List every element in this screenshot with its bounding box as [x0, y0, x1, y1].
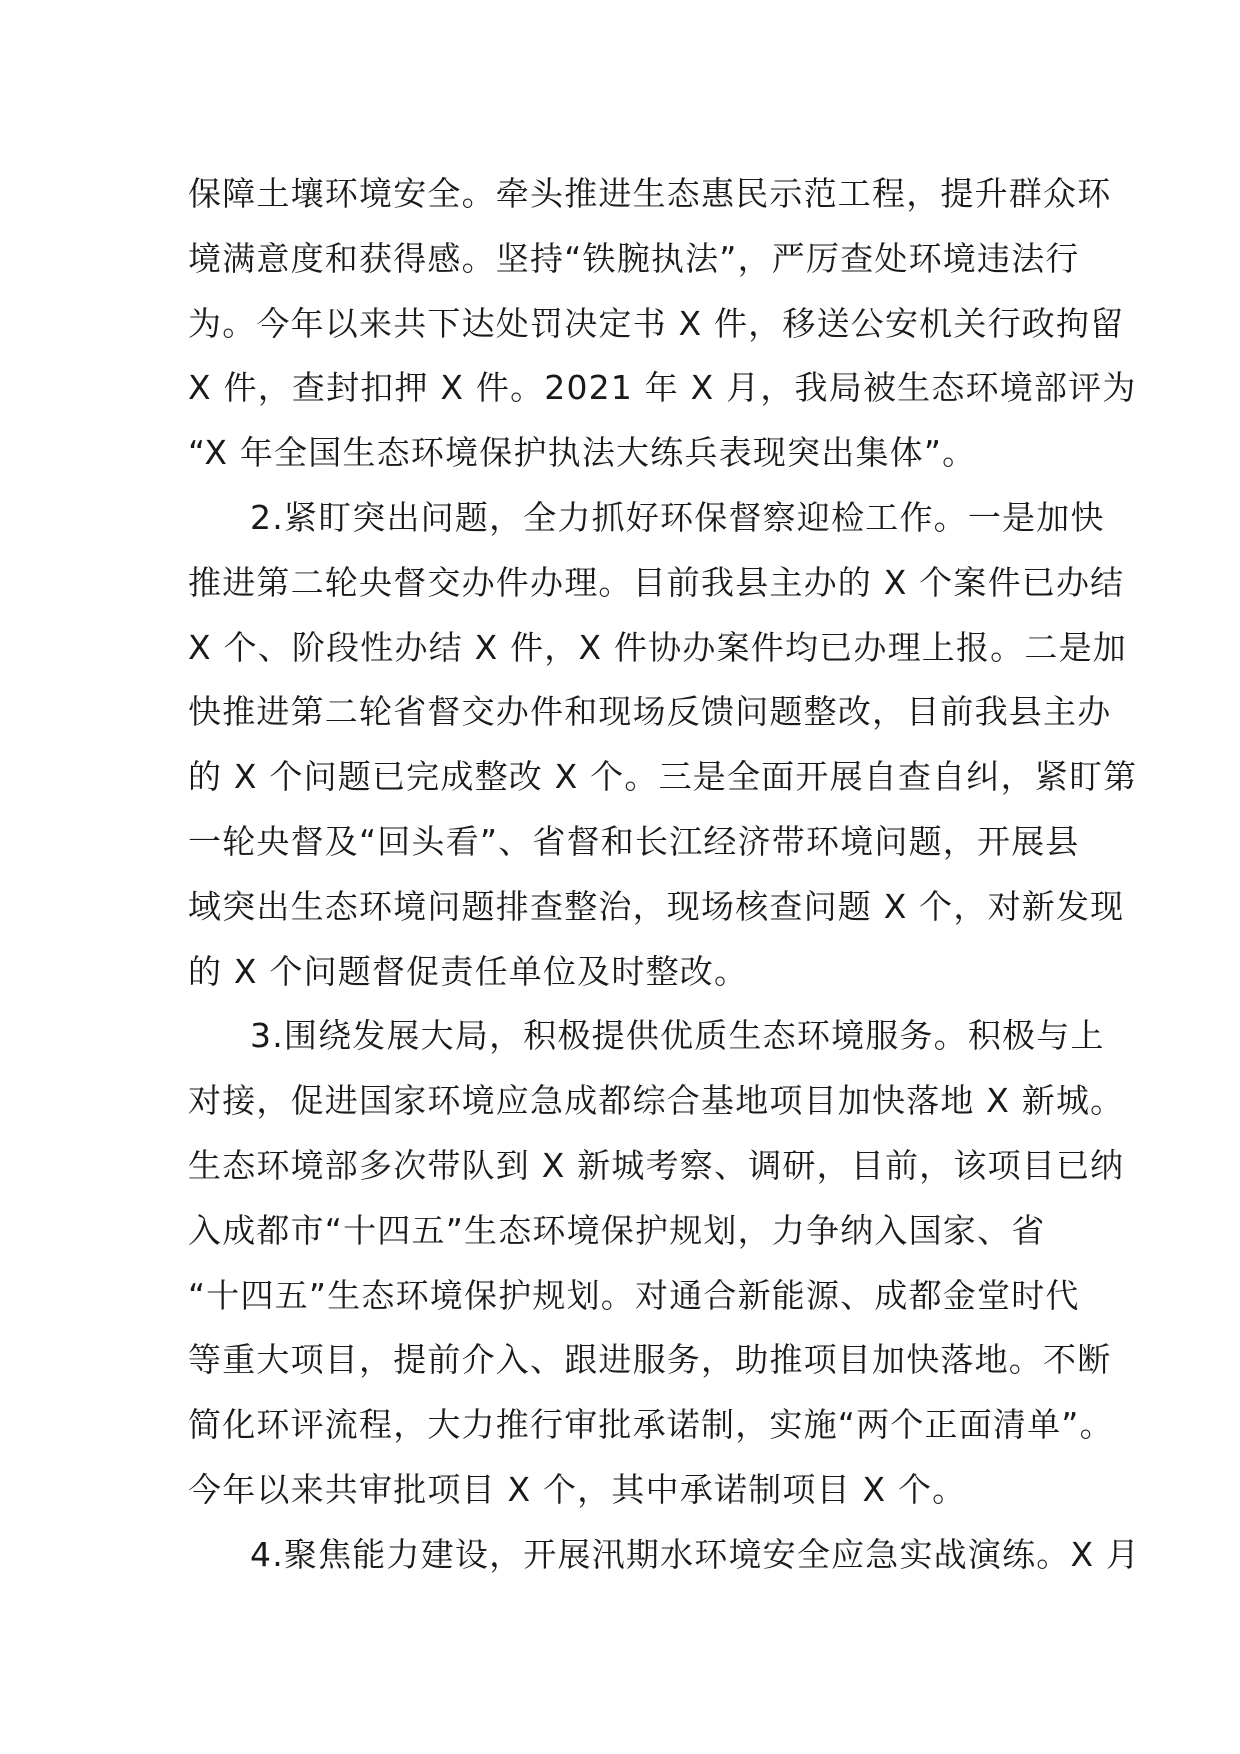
- text-line: 的 X 个问题督促责任单位及时整改。: [188, 951, 749, 991]
- text-line: 快推进第二轮省督交办件和现场反馈问题整改，目前我县主办: [188, 692, 1112, 732]
- text-line: 今年以来共审批项目 X 个，其中承诺制项目 X 个。: [188, 1469, 967, 1509]
- text-line: 简化环评流程，大力推行审批承诺制，实施“两个正面清单”。: [188, 1405, 1114, 1445]
- text-line: 等重大项目，提前介入、跟进服务，助推项目加快落地。不断: [188, 1340, 1112, 1380]
- text-line: 境满意度和获得感。坚持“铁腕执法”，严厉查处环境违法行: [188, 238, 1080, 278]
- text-line: X 个、阶段性办结 X 件，X 件协办案件均已办理上报。二是加: [188, 627, 1127, 667]
- paragraph-heading-3: 3.围绕发展大局，积极提供优质生态环境服务。积极与上: [250, 1016, 1105, 1056]
- document-body: [188, 162, 1141, 1588]
- text-line: 生态环境部多次带队到 X 新城考察、调研，目前，该项目已纳: [188, 1145, 1125, 1185]
- text-line: “X 年全国生态环境保护执法大练兵表现突出集体”。: [188, 433, 977, 473]
- text-line: 域突出生态环境问题排查整治，现场核查问题 X 个，对新发现: [188, 886, 1125, 926]
- text-line: 保障土壤环境安全。牵头推进生态惠民示范工程，提升群众环: [188, 174, 1112, 213]
- text-line: 为。今年以来共下达处罚决定书 X 件，移送公安机关行政拘留: [188, 303, 1125, 343]
- text-line: X 件，查封扣押 X 件。2021 年 X 月，我局被生态环境部评为: [188, 368, 1137, 408]
- text-line: 对接，促进国家环境应急成都综合基地项目加快落地 X 新城。: [188, 1081, 1125, 1121]
- text-line: 入成都市“十四五”生态环境保护规划，力争纳入国家、省: [188, 1210, 1046, 1250]
- text-line: 推进第二轮央督交办件办理。目前我县主办的 X 个案件已办结: [188, 562, 1125, 602]
- paragraph-heading-4: 4.聚焦能力建设，开展汛期水环境安全应急实战演练。X 月: [250, 1534, 1141, 1574]
- text-line: 的 X 个问题已完成整改 X 个。三是全面开展自查自纠，紧盯第: [188, 757, 1138, 797]
- paragraph-heading-2: 2.紧盯突出问题，全力抓好环保督察迎检工作。一是加快: [250, 497, 1105, 537]
- text-line: “十四五”生态环境保护规划。对通合新能源、成都金堂时代: [188, 1275, 1080, 1315]
- text-line: 一轮央督及“回头看”、省督和长江经济带环境问题，开展县: [188, 821, 1080, 861]
